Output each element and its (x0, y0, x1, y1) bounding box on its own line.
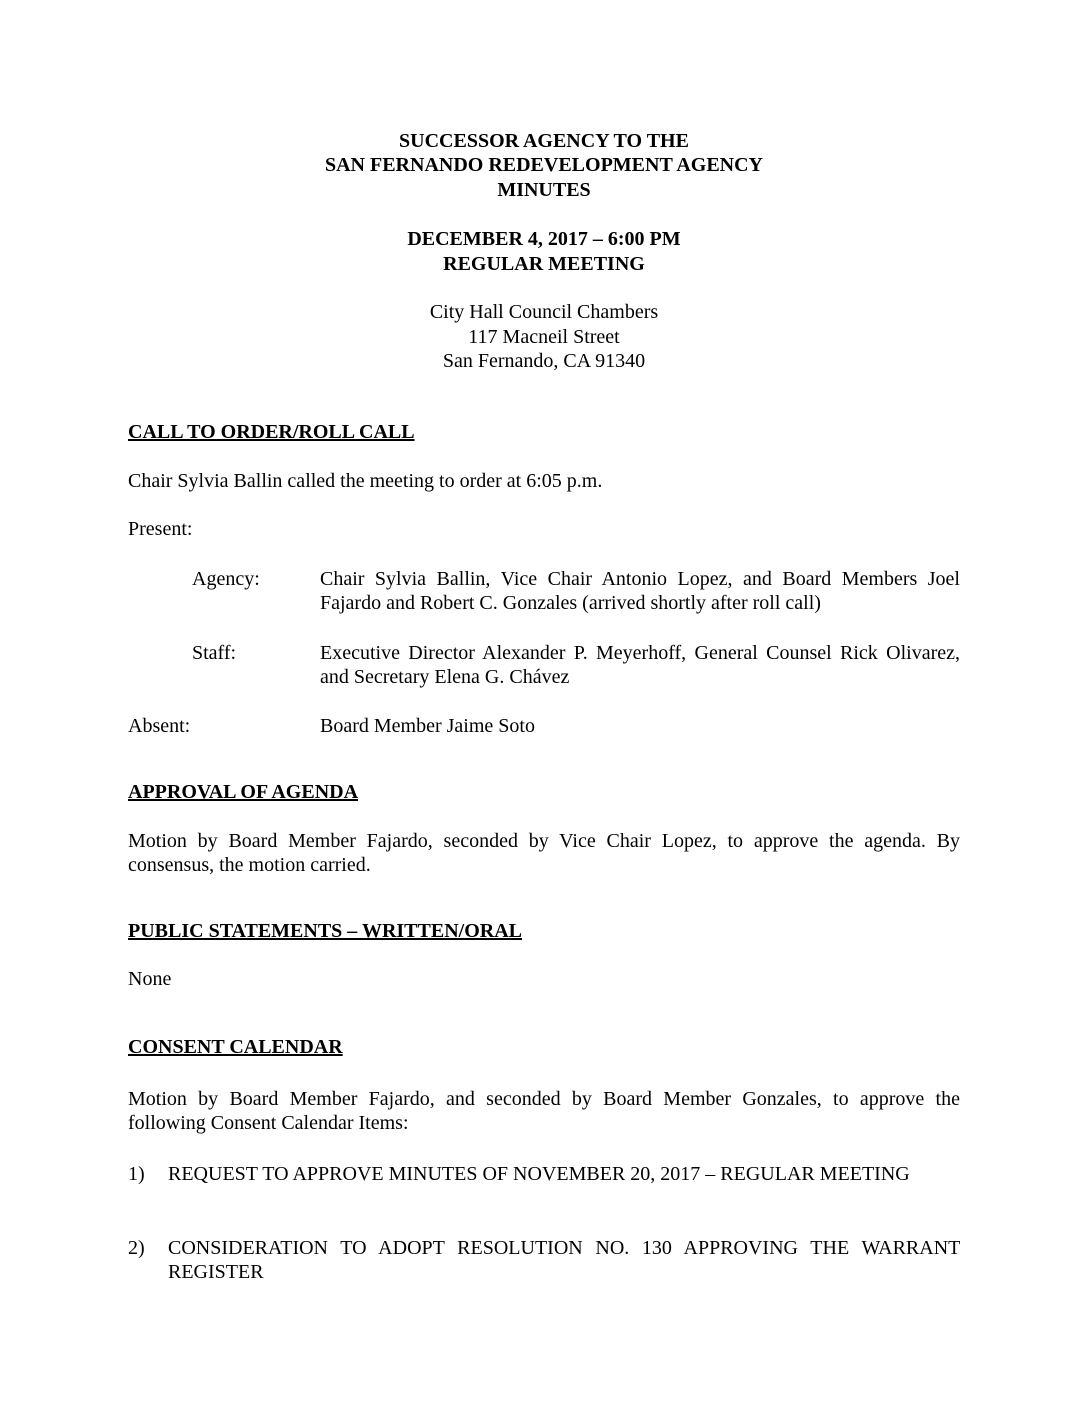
consent-item-1-line-1: REQUEST TO APPROVE MINUTES OF NOVEMBER 20, 2017 – REGULAR (168, 1163, 815, 1185)
consent-calendar-motion-line-1: Motion by Board Member Fajardo, and seconded by Board Member Gonzales, to approve the (128, 1088, 960, 1110)
approval-of-agenda-line-2: consensus, the motion carried. (128, 854, 371, 876)
agency-label: Agency: (192, 568, 260, 590)
staff-members (320, 641, 960, 689)
agency-members (320, 567, 960, 615)
approval-of-agenda-text (128, 829, 960, 877)
staff-members-line-1: Executive Director Alexander P. Meyerhoff, General Counsel Rick (320, 642, 878, 664)
staff-label: Staff: (192, 642, 237, 664)
public-statements-text: None (128, 968, 172, 990)
consent-calendar-motion (128, 1087, 960, 1135)
absent-members: Board Member Jaime Soto (320, 715, 535, 737)
call-to-order-text: Chair Sylvia Ballin called the meeting to order at 6:05 p.m. (128, 470, 603, 492)
header-line-2: SAN FERNANDO REDEVELOPMENT AGENCY (324, 154, 763, 176)
meeting-type: REGULAR MEETING (443, 253, 645, 275)
section-heading-consent-calendar: CONSENT CALENDAR (128, 1036, 343, 1058)
present-label: Present: (128, 518, 193, 540)
consent-item-2-line-1: CONSIDERATION TO ADOPT RESOLUTION NO. 130 APPROVING THE WARRANT (168, 1237, 960, 1259)
approval-of-agenda-line-1: Motion by Board Member Fajardo, seconded by Vice Chair Lopez, to approve the agenda. By (128, 830, 960, 852)
header-line-1: SUCCESSOR AGENCY TO THE (399, 130, 689, 152)
consent-calendar-motion-line-2: following Consent Calendar Items: (128, 1112, 409, 1134)
meeting-date: DECEMBER 4, 2017 – 6:00 PM (407, 228, 681, 250)
section-heading-public-statements: PUBLIC STATEMENTS – WRITTEN/ORAL (128, 920, 522, 942)
header-line-3: MINUTES (497, 179, 591, 201)
absent-label: Absent: (128, 715, 191, 737)
consent-item-2 (168, 1236, 960, 1284)
agency-members-line-2: Fajardo and Robert C. Gonzales (arrived shortly after roll call) (320, 592, 821, 614)
location-venue: City Hall Council Chambers (429, 301, 659, 323)
consent-item-number: 2) (128, 1237, 145, 1259)
location-street: 117 Macneil Street (468, 326, 620, 348)
section-heading-call-to-order: CALL TO ORDER/ROLL CALL (128, 421, 415, 443)
consent-item-1 (168, 1162, 960, 1186)
consent-item-1-line-2: MEETING (819, 1163, 910, 1185)
staff-members-line-2: Olivarez, and Secretary Elena G. Chávez (320, 642, 961, 688)
location-city: San Fernando, CA 91340 (442, 350, 646, 372)
consent-item-number: 1) (128, 1163, 145, 1185)
section-heading-approval-of-agenda: APPROVAL OF AGENDA (128, 781, 359, 803)
agency-members-line-1: Chair Sylvia Ballin, Vice Chair Antonio Lopez, and Board Members Joel (320, 568, 960, 590)
consent-item-2-line-2: REGISTER (168, 1261, 264, 1283)
